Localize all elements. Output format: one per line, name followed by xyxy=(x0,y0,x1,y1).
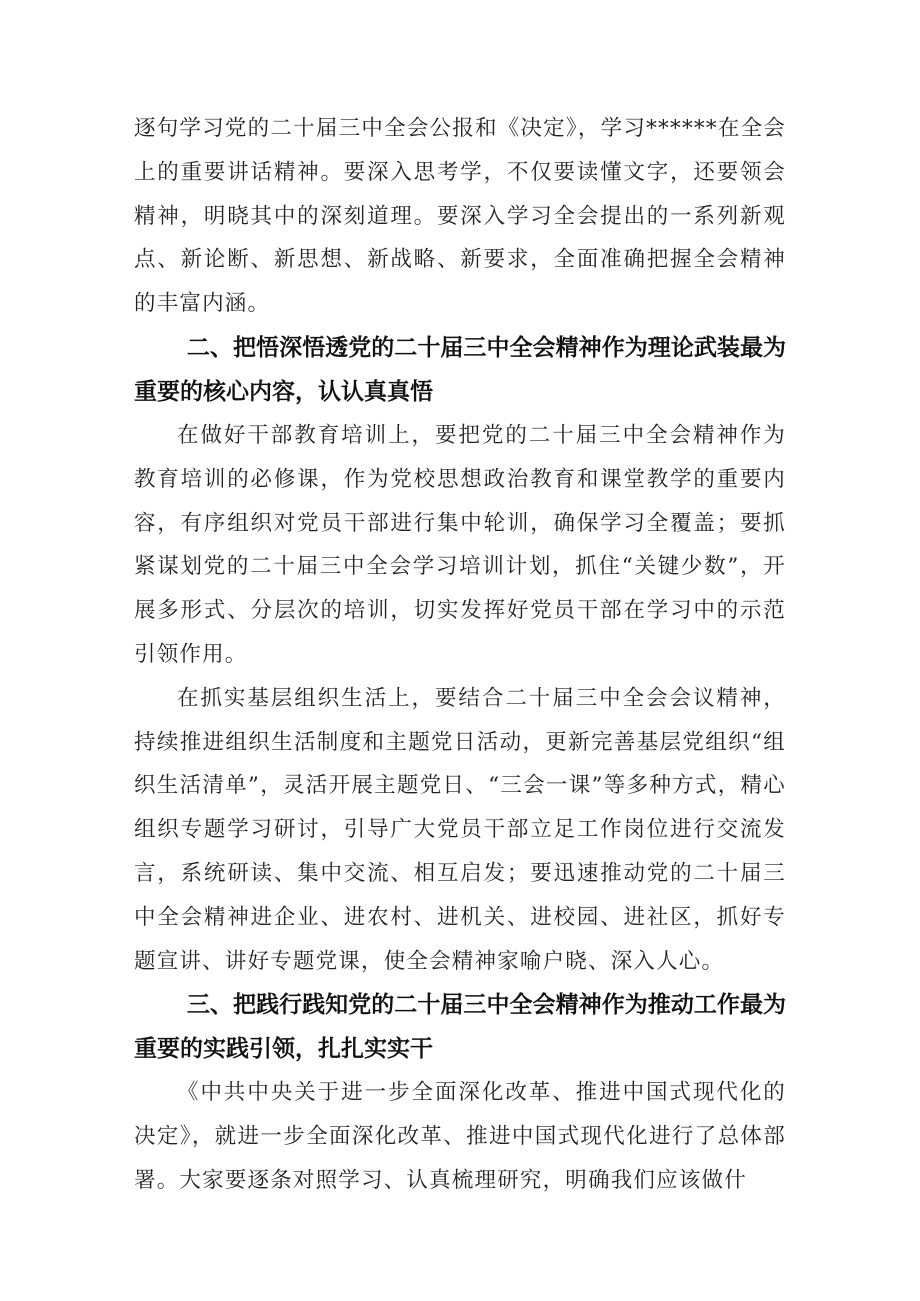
section-heading-3: 三、把践行践知党的二十届三中全会精神作为推动工作最为重要的实践引领，扎扎实实干 xyxy=(134,992,786,1063)
body-paragraph-3: 在抓实基层组织生活上，要结合二十届三中全会会议精神，持续推进组织生活制度和主题党日活动，更新完善基层党组织“组织生活清单”，灵活开展主题党日、“三会一课”等多种方式，精心组织专题学习研讨，引导广大党员干部立足工作岗位进行交流发言，系统研读、集中交流、相互启发；要迅速推动党的二十届三中全会精神进企业、进农村、进机关、进校园、进社区，抓好专题宣讲、讲好专题党课，使全会精神家喻户晓、深入人心。 xyxy=(134,685,786,974)
section-heading-2: 二、把悟深悟透党的二十届三中全会精神作为理论武装最为重要的核心内容，认认真真悟 xyxy=(134,334,786,405)
document-page xyxy=(134,107,786,1203)
body-paragraph-4: 《中共中央关于进一步全面深化改革、推进中国式现代化的决定》，就进一步全面深化改革、推进中国式现代化进行了总体部署。大家要逐条对照学习、认真梳理研究，明确我们应该做什 xyxy=(134,1080,786,1193)
body-paragraph-2: 在做好干部教育培训上，要把党的二十届三中全会精神作为教育培训的必修课，作为党校思想政治教育和课堂教学的重要内容，有序组织对党员干部进行集中轮训，确保学习全覆盖；要抓紧谋划党的二十届三中全会学习培训计划，抓住“关键少数”，开展多形式、分层次的培训，切实发挥好党员干部在学习中的示范引领作用。 xyxy=(134,422,786,667)
body-paragraph-1: 逐句学习党的二十届三中全会公报和《决定》，学习******在全会上的重要讲话精神。要深入思考学，不仅要读懂文字，还要领会精神，明晓其中的深刻道理。要深入学习全会提出的一系列新观点、新论断、新思想、新战略、新要求，全面准确把握全会精神的丰富内涵。 xyxy=(134,116,786,317)
